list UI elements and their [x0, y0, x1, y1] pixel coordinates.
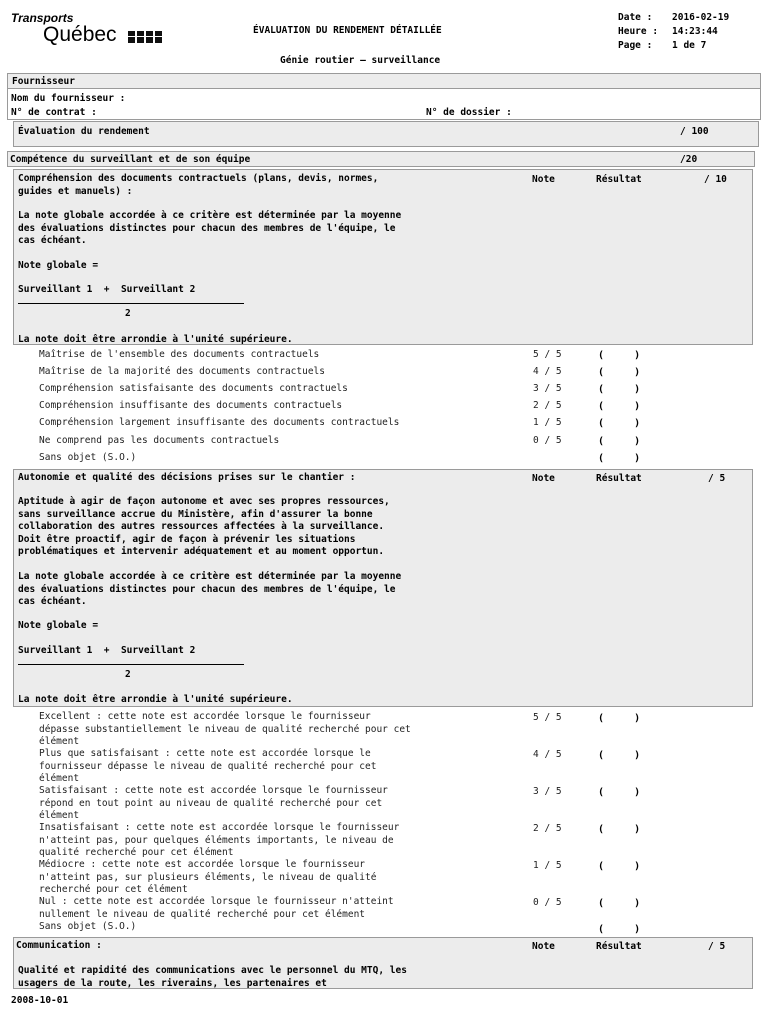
list-item: Maîtrise de l'ensemble des documents contractuels	[39, 349, 320, 360]
report-meta	[618, 11, 729, 53]
note-value: 3 / 5	[533, 383, 562, 394]
criterion-3-max: / 5	[708, 941, 726, 952]
list-item: Nul : cette note est accordée lorsque le fournisseur n'atteint nullement le niveau de qualité recherché pour cet élément	[39, 896, 394, 920]
list-item: Insatisfaisant : cette note est accordée lorsque le fournisseur n'atteint pas, pour quelques éléments importants, le niveau de qualité recherché pour cet élément	[39, 822, 400, 858]
note-value: 5 / 5	[533, 349, 562, 360]
criterion-2-formula-numerator: Surveillant 1 + Surveillant 2	[18, 645, 196, 656]
logo-line-quebec: Québec	[43, 23, 117, 46]
result-field[interactable]: ( )	[598, 713, 641, 724]
list-item: Plus que satisfaisant : cette note est accordée lorsque le fournisseur dépasse le niveau de qualité recherché pour cet élément	[39, 748, 377, 784]
contract-number-label: N° de contrat :	[11, 107, 97, 118]
page-label: Page :	[618, 40, 653, 51]
note-value: 4 / 5	[533, 749, 562, 760]
note-value: 3 / 5	[533, 786, 562, 797]
evaluation-max: / 100	[680, 126, 709, 137]
list-item: Sans objet (S.O.)	[39, 921, 137, 932]
note-value: 1 / 5	[533, 860, 562, 871]
criterion-2-box	[13, 469, 753, 707]
file-number-label: N° de dossier :	[426, 107, 512, 118]
fleurdelise-flag-icon	[146, 31, 162, 43]
criterion-1-max: / 10	[704, 174, 727, 185]
criterion-1-formula-label: Note globale =	[18, 260, 99, 271]
result-field[interactable]: ( )	[598, 367, 641, 378]
result-field[interactable]: ( )	[598, 824, 641, 835]
result-field[interactable]: ( )	[598, 418, 641, 429]
criterion-1-body: La note globale accordée à ce critère est déterminée par la moyenne des évaluations distinctes pour chacun des membres de l'équipe, le cas échéant.	[18, 210, 402, 246]
list-item: Maîtrise de la majorité des documents contractuels	[39, 366, 325, 377]
list-item: Compréhension satisfaisante des documents contractuels	[39, 383, 348, 394]
list-item: Compréhension insuffisante des documents contractuels	[39, 400, 343, 411]
list-item: Médiocre : cette note est accordée lorsque le fournisseur n'atteint pas, sur plusieurs éléments, le niveau de qualité recherché pour cet élément	[39, 859, 377, 895]
result-field[interactable]: ( )	[598, 898, 641, 909]
time-label: Heure :	[618, 26, 659, 37]
criterion-2-formula-label: Note globale =	[18, 620, 99, 631]
criterion-3-body: Qualité et rapidité des communications avec le personnel du MTQ, les usagers de la route, les riverains, les partenaires et	[18, 965, 407, 989]
result-field[interactable]: ( )	[598, 384, 641, 395]
criterion-1-rounding: La note doit être arrondie à l'unité supérieure.	[18, 334, 293, 345]
criterion-2-result-header: Résultat	[596, 473, 642, 484]
criterion-2-body: La note globale accordée à ce critère est déterminée par la moyenne des évaluations distinctes pour chacun des membres de l'équipe, le cas échéant.	[18, 571, 402, 607]
list-item: Ne comprend pas les documents contractuels	[39, 435, 280, 446]
evaluation-title: Évaluation du rendement	[18, 126, 150, 137]
list-item: Sans objet (S.O.)	[39, 452, 137, 463]
report-title: ÉVALUATION DU RENDEMENT DÉTAILLÉE	[253, 25, 442, 36]
criterion-2-max: / 5	[708, 473, 726, 484]
criterion-2-rounding: La note doit être arrondie à l'unité supérieure.	[18, 694, 293, 705]
supplier-section-title: Fournisseur	[12, 76, 75, 87]
note-value: 1 / 5	[533, 417, 562, 428]
note-value: 0 / 5	[533, 897, 562, 908]
supplier-info	[7, 88, 761, 120]
criterion-2-title: Autonomie et qualité des décisions prises sur le chantier :	[18, 472, 356, 483]
list-item: Compréhension largement insuffisante des documents contractuels	[39, 417, 400, 428]
result-field[interactable]: ( )	[598, 924, 641, 935]
note-value: 2 / 5	[533, 400, 562, 411]
result-field[interactable]: ( )	[598, 453, 641, 464]
result-field[interactable]: ( )	[598, 436, 641, 447]
criterion-1-title: Compréhension des documents contractuels (plans, devis, normes, guides et manuels) :	[18, 173, 379, 197]
criterion-1-formula-denominator: 2	[125, 308, 131, 319]
note-value: 0 / 5	[533, 435, 562, 446]
note-value: 2 / 5	[533, 823, 562, 834]
list-item: Excellent : cette note est accordée lorsque le fournisseur dépasse substantiellement le niveau de qualité recherché pour cet élément	[39, 711, 411, 747]
supplier-name-label: Nom du fournisseur :	[11, 93, 126, 104]
fraction-bar	[18, 664, 244, 665]
fleurdelise-flag-icon	[128, 31, 144, 43]
result-field[interactable]: ( )	[598, 401, 641, 412]
time-value: 14:23:44	[672, 26, 718, 37]
criterion-2-description: Aptitude à agir de façon autonome et avec ses propres ressources, sans surveillance accrue du Ministère, afin d'assurer la bonne collaboration des autres ressources affectées à la surveillance. Doit être proactif, agir de façon à prévenir les situations problématiques et intervenir adéquatement et au moment opportun.	[18, 496, 390, 557]
criterion-2-formula-denominator: 2	[125, 669, 131, 680]
page-value: 1 de 7	[672, 40, 707, 51]
logo-line-transports: Transports	[11, 11, 74, 25]
form-version-date: 2008-10-01	[11, 995, 69, 1006]
criterion-1-formula-numerator: Surveillant 1 + Surveillant 2	[18, 284, 196, 295]
result-field[interactable]: ( )	[598, 787, 641, 798]
note-value: 4 / 5	[533, 366, 562, 377]
supplier-section-header	[7, 73, 761, 89]
quebec-logo	[43, 23, 162, 47]
result-field[interactable]: ( )	[598, 350, 641, 361]
criterion-1-result-header: Résultat	[596, 174, 642, 185]
fraction-bar	[18, 303, 244, 304]
criterion-3-box	[13, 937, 753, 989]
competence-max: /20	[680, 154, 698, 165]
date-value: 2016-02-19	[672, 12, 730, 23]
criterion-3-result-header: Résultat	[596, 941, 642, 952]
result-field[interactable]: ( )	[598, 750, 641, 761]
note-value: 5 / 5	[533, 712, 562, 723]
criterion-1-note-header: Note	[532, 174, 555, 185]
competence-title: Compétence du surveillant et de son équipe	[10, 154, 251, 165]
criterion-3-title: Communication :	[16, 940, 102, 951]
result-field[interactable]: ( )	[598, 861, 641, 872]
report-subtitle: Génie routier – surveillance	[280, 55, 441, 66]
competence-header	[7, 151, 755, 167]
evaluation-header	[13, 121, 759, 147]
criterion-2-note-header: Note	[532, 473, 555, 484]
criterion-1-box	[13, 169, 753, 345]
date-label: Date :	[618, 12, 653, 23]
list-item: Satisfaisant : cette note est accordée lorsque le fournisseur répond en tout point au niveau de qualité recherché pour cet élément	[39, 785, 388, 821]
criterion-3-note-header: Note	[532, 941, 555, 952]
